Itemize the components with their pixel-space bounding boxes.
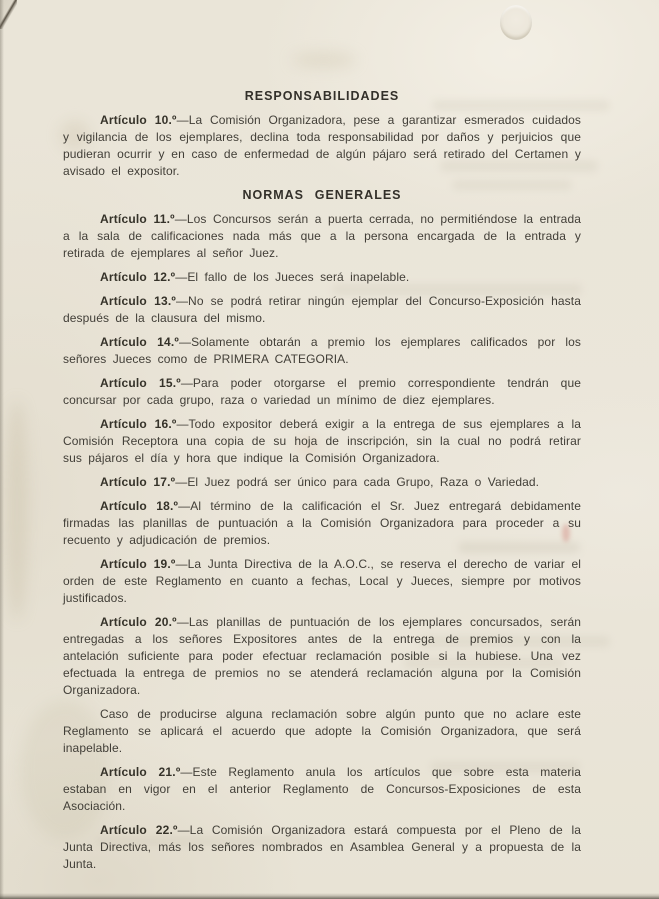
article-label: Artículo 13.º bbox=[100, 294, 176, 308]
article-text: —La Comisión Organizadora estará compuesta por el Pleno de la Junta Directiva, más los señores nombrados en Asamblea General y a propuesta de la Junta. bbox=[63, 823, 581, 871]
article-text: —Los Concursos serán a puerta cerrada, no permitiéndose la entrada a la sala de calificaciones nada más que a la persona encargada de la entrada y retirada de ejemplares al señor Juez. bbox=[63, 212, 581, 260]
section-heading: NORMAS GENERALES bbox=[242, 188, 402, 202]
article-label: Artículo 11.º bbox=[100, 212, 175, 226]
article-label: Artículo 10.º bbox=[100, 113, 177, 127]
article-paragraph bbox=[63, 614, 581, 699]
article-paragraph bbox=[63, 764, 581, 815]
body-paragraph: Caso de producirse alguna reclamación sobre algún punto que no aclare este Reglamento se aplicará el acuerdo que adopte la Comisión Organizadora, que será inapelable. bbox=[63, 707, 581, 755]
article-label: Artículo 18.º bbox=[100, 499, 179, 513]
paper-stain bbox=[6, 400, 28, 620]
article-text: —No se podrá retirar ningún ejemplar del Concurso-Exposición hasta después de la clausura del mismo. bbox=[63, 294, 581, 325]
article-paragraph bbox=[63, 269, 581, 286]
article-label: Artículo 15.º bbox=[100, 376, 181, 390]
article-label: Artículo 12.º bbox=[100, 270, 176, 284]
article-label: Artículo 17.º bbox=[100, 475, 176, 489]
article-paragraph bbox=[63, 334, 581, 368]
article-paragraph bbox=[63, 498, 581, 549]
punch-hole-mark bbox=[500, 5, 532, 40]
article-paragraph bbox=[63, 375, 581, 409]
article-text: —La Junta Directiva de la A.O.C., se reserva el derecho de variar el orden de este Reglamento en cuanto a fechas, Local y Jueces, siempre por motivos justificados. bbox=[63, 557, 582, 605]
article-text: —Solamente obtarán a premio los ejemplares calificados por los señores Jueces como de PRIMERA CATEGORIA. bbox=[63, 335, 582, 366]
article-label: Artículo 16.º bbox=[100, 417, 177, 431]
page-edge-shadow-left bbox=[0, 0, 4, 899]
article-text: —El Juez podrá ser único para cada Grupo, Raza o Variedad. bbox=[175, 475, 540, 489]
article-text: —Al término de la calificación el Sr. Juez entregará debidamente firmadas las planillas de puntuación a la Comisión Organizadora para proceder a su recuento y adjudicación de premios. bbox=[63, 499, 581, 547]
article-label: Artículo 14.º bbox=[100, 335, 179, 349]
article-paragraph bbox=[63, 474, 581, 491]
article-paragraph bbox=[63, 112, 581, 180]
article-paragraph bbox=[63, 822, 581, 873]
article-label: Artículo 20.º bbox=[100, 615, 177, 629]
article-label: Artículo 22.º bbox=[100, 823, 178, 837]
article-label: Artículo 19.º bbox=[100, 557, 176, 571]
article-label: Artículo 21.º bbox=[100, 765, 181, 779]
document-body bbox=[63, 88, 581, 873]
article-paragraph bbox=[63, 211, 581, 262]
paper-stain bbox=[292, 52, 356, 68]
section-heading: RESPONSABILIDADES bbox=[244, 89, 400, 103]
article-text: —El fallo de los Jueces será inapelable. bbox=[175, 270, 410, 284]
article-text: —Para poder otorgarse el premio correspondiente tendrán que concursar por cada grupo, raza o variedad un mínimo de diez ejemplares. bbox=[63, 376, 581, 407]
article-text: —Todo expositor deberá exigir a la entrega de sus ejemplares a la Comisión Receptora una copia de su hoja de inscripción, sin la cual no podrá retirar sus pájaros el día y hora que indique la Comisión Organizadora. bbox=[63, 417, 581, 465]
article-paragraph bbox=[63, 293, 581, 327]
article-text: —Las planillas de puntuación de los ejemplares concursados, serán entregadas a los señores Expositores antes de la entrega de premios y con la antelación suficiente para poder efectuar reclamación posible si la hubiese. Una vez efectuada la entrega de premios no se atenderá reclamación alguna por la Comisión Organizadora. bbox=[63, 615, 581, 697]
article-text: —Este Reglamento anula los artículos que sobre esta materia estaban en vigor en el anterior Reglamento de Concursos-Exposiciones de esta Asociación. bbox=[63, 765, 581, 813]
article-paragraph bbox=[63, 416, 581, 467]
article-paragraph bbox=[63, 556, 581, 607]
page-edge-shadow-bottom bbox=[0, 893, 659, 899]
article-text: —La Comisión Organizadora, pese a garantizar esmerados cuidados y vigilancia de los ejemplares, declina toda responsabilidad por daños y perjuicios que pudieran ocurrir y en caso de enfermedad de algún pájaro será retirado del Certamen y avisado el expositor. bbox=[63, 113, 581, 178]
